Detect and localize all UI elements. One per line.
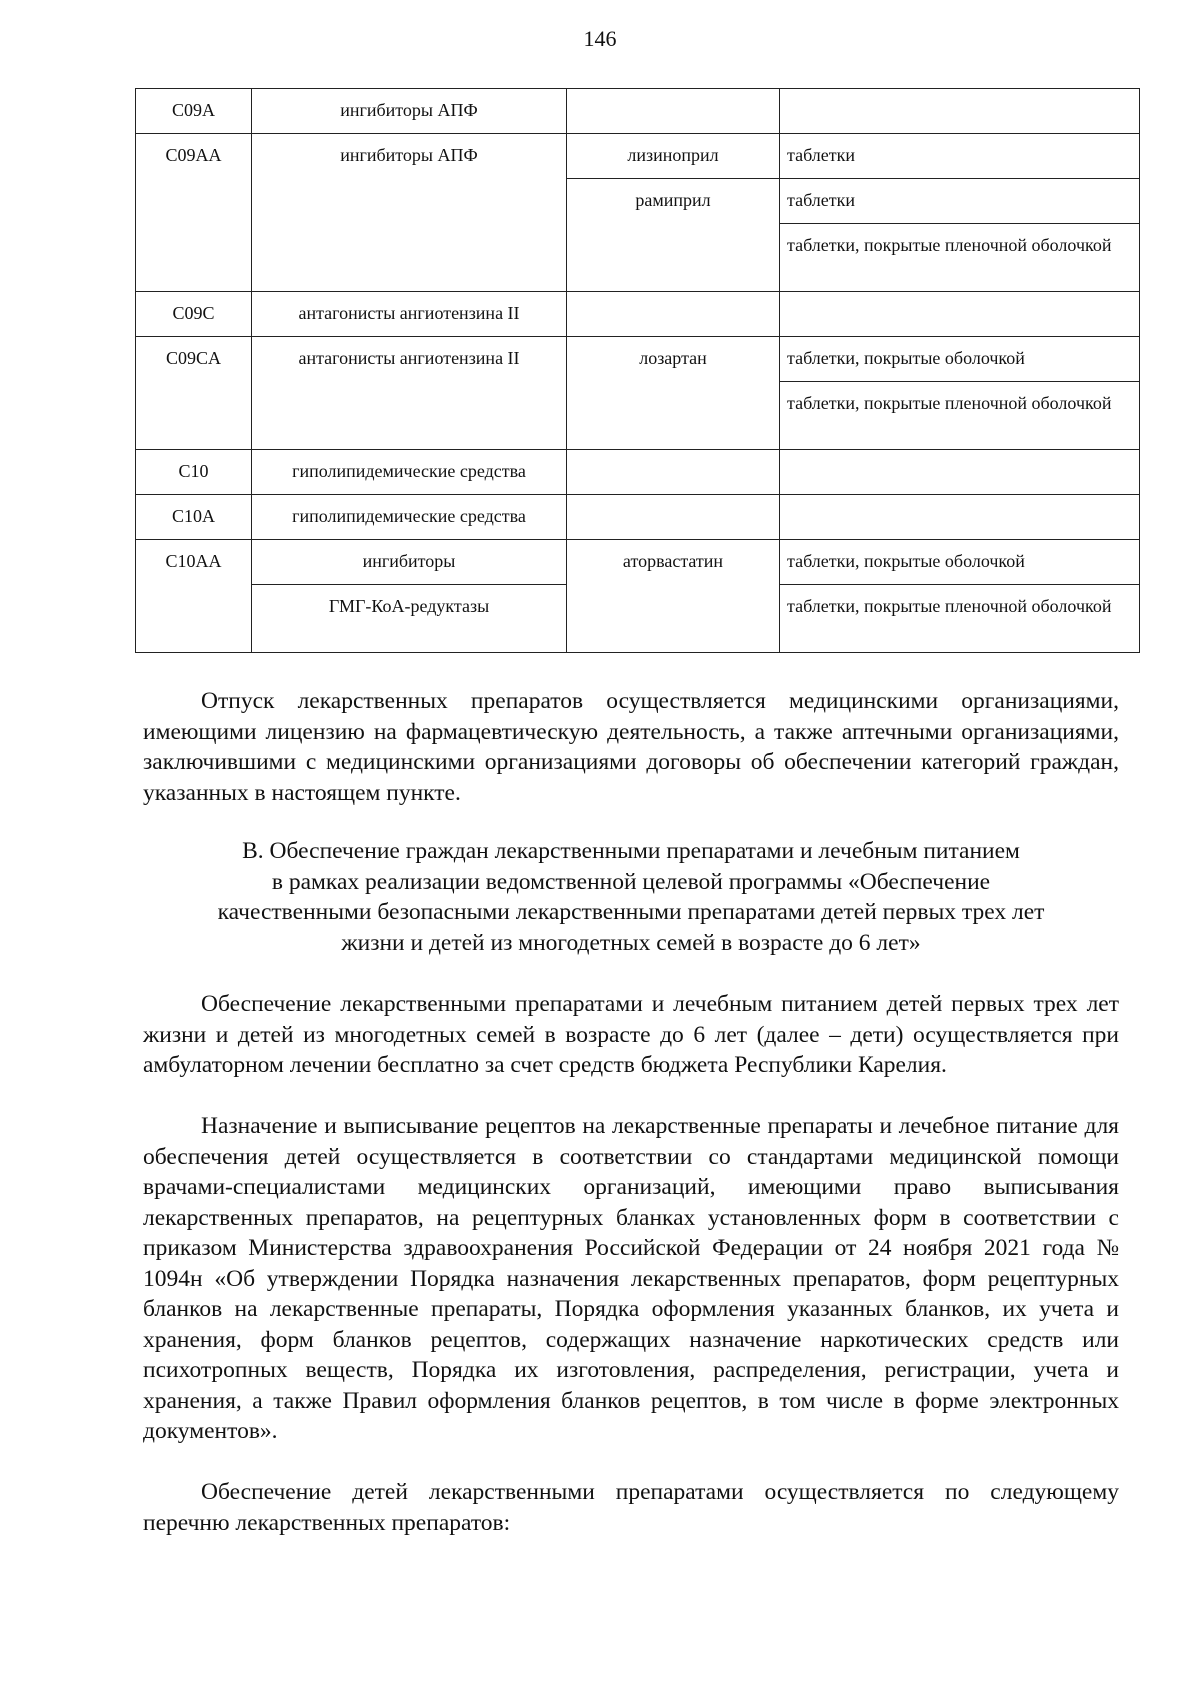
drug-name-cell: [567, 89, 780, 134]
drug-list-table: [135, 88, 1140, 653]
atc-group-cell: ГМГ-КоА-редуктазы: [252, 585, 567, 653]
atc-group-cell: гиполипидемические средства: [252, 495, 567, 540]
atc-group-cell: антагонисты ангиотензина II: [252, 292, 567, 337]
prescription-paragraph: Назначение и выписывание рецептов на лекарственные препараты и лечебное питание для обеспечения детей осуществляется в соответствии со стандартами медицинской помощи врачами-специалистами медицинских организаций, имеющими право выписывания лекарственных препаратов, на рецептурных бланках установленных форм в соответствии с приказом Министерства здравоохранения Российской Федерации от 24 ноября 2021 года № 1094н «Об утверждении Порядка назначения лекарственных препаратов, форм рецептурных бланков на лекарственные препараты, Порядка оформления указанных бланков, их учета и хранения, форм бланков рецептов, содержащих назначение наркотических средств или психотропных веществ, Порядка их изготовления, распределения, регистрации, учета и хранения, а также Правил оформления бланков рецептов, в том числе в форме электронных документов».: [143, 1113, 1119, 1444]
table-row: [136, 495, 1140, 540]
drug-name-cell: рамиприл: [567, 179, 780, 292]
atc-code-cell: C10A: [136, 495, 252, 540]
table-row: [136, 292, 1140, 337]
dosage-form-cell: таблетки, покрытые пленочной оболочкой: [780, 585, 1140, 653]
atc-group-cell: ингибиторы: [252, 540, 567, 585]
dosage-form-cell: таблетки, покрытые пленочной оболочкой: [780, 224, 1140, 292]
release-paragraph: Отпуск лекарственных препаратов осуществляется медицинскими организациями, имеющими лицензию на фармацевтическую деятельность, а также аптечными организациями, заключившими с медицинскими организациями договоры об обеспечении категорий граждан, указанных в настоящем пункте.: [143, 688, 1119, 806]
dosage-form-cell: таблетки: [780, 134, 1140, 179]
drug-name-cell: [567, 450, 780, 495]
drug-name-cell: лозартан: [567, 337, 780, 450]
atc-code-cell: C10AA: [136, 540, 252, 653]
dosage-form-cell: [780, 89, 1140, 134]
dosage-form-cell: таблетки, покрытые пленочной оболочкой: [780, 382, 1140, 450]
drug-name-cell: [567, 495, 780, 540]
dosage-form-cell: [780, 292, 1140, 337]
table-row: [136, 337, 1140, 382]
atc-code-cell: C10: [136, 450, 252, 495]
atc-group-cell: гиполипидемические средства: [252, 450, 567, 495]
drug-name-cell: [567, 292, 780, 337]
page-number: 146: [583, 26, 617, 51]
table-row: [136, 450, 1140, 495]
atc-group-cell: антагонисты ангиотензина II: [252, 337, 567, 450]
atc-group-cell: ингибиторы АПФ: [252, 134, 567, 292]
dosage-form-cell: таблетки, покрытые оболочкой: [780, 540, 1140, 585]
section-heading-line: В. Обеспечение граждан лекарственными препаратами и лечебным питанием: [242, 838, 1020, 864]
drug-name-cell: лизиноприл: [567, 134, 780, 179]
list-intro-paragraph: Обеспечение детей лекарственными препаратами осуществляется по следующему перечню лекарственных препаратов:: [143, 1479, 1119, 1536]
dosage-form-cell: таблетки, покрытые оболочкой: [780, 337, 1140, 382]
drug-name-cell: аторвастатин: [567, 540, 780, 653]
dosage-form-cell: [780, 450, 1140, 495]
table-row: [136, 89, 1140, 134]
section-heading-line: качественными безопасными лекарственными препаратами детей первых трех лет: [217, 899, 1045, 925]
atc-group-cell: ингибиторы АПФ: [252, 89, 567, 134]
atc-code-cell: C09A: [136, 89, 252, 134]
dosage-form-cell: таблетки: [780, 179, 1140, 224]
table-row: [136, 134, 1140, 179]
section-heading: [143, 836, 1119, 958]
section-heading-line: жизни и детей из многодетных семей в возрасте до 6 лет»: [341, 929, 921, 956]
provision-paragraph: Обеспечение лекарственными препаратами и лечебным питанием детей первых трех лет жизни и детей из многодетных семей в возрасте до 6 лет (далее – дети) осуществляется при амбулаторном лечении бесплатно за счет средств бюджета Республики Карелия.: [143, 991, 1119, 1078]
section-heading-line: в рамках реализации ведомственной целевой программы «Обеспечение: [271, 868, 991, 895]
atc-code-cell: C09C: [136, 292, 252, 337]
atc-code-cell: C09CA: [136, 337, 252, 450]
atc-code-cell: C09AA: [136, 134, 252, 292]
table-row: [136, 540, 1140, 585]
dosage-form-cell: [780, 495, 1140, 540]
